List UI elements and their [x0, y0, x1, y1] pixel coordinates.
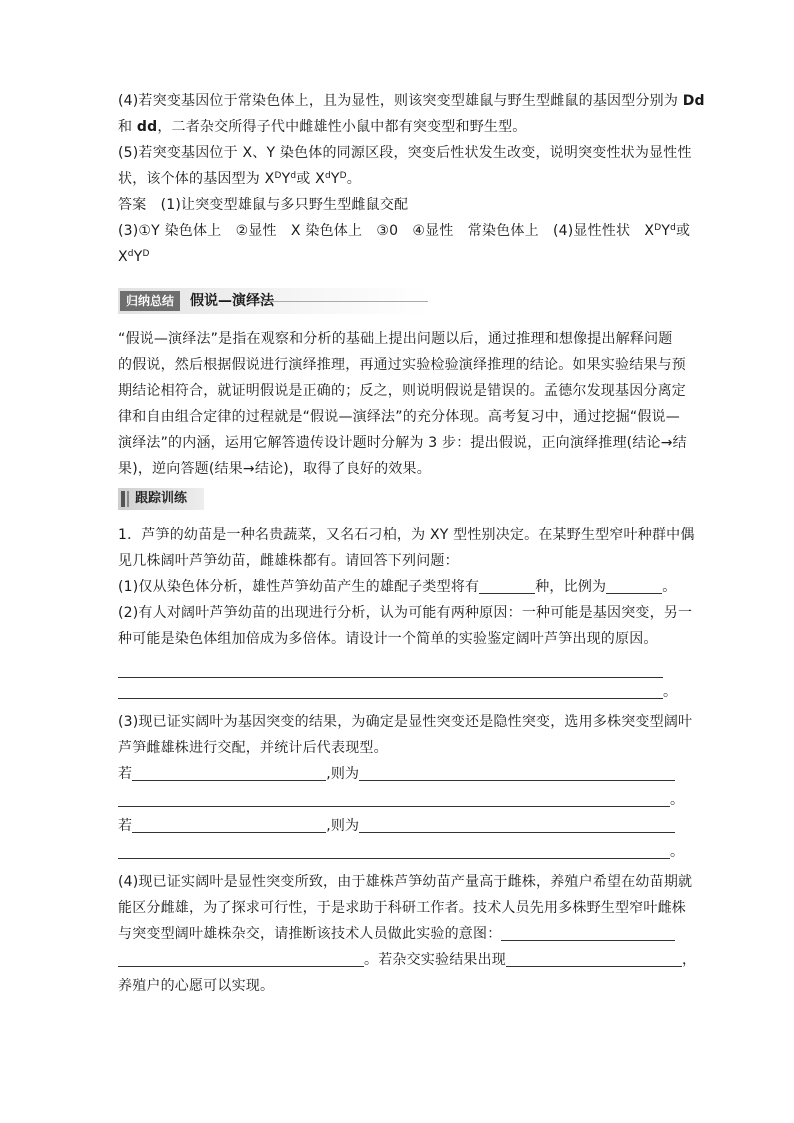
- text: ，二者杂交所得子代中雌雄性小鼠中都有突变型和野生型。: [157, 119, 527, 135]
- superscript: D: [339, 171, 347, 181]
- answer-blank-ratio[interactable]: [606, 577, 662, 594]
- answer-line-with-period: [118, 679, 678, 705]
- subquestion-4-line-5: 养殖户的心愿可以实现。: [118, 978, 275, 994]
- summary-line-5: 演绎法”的内涵，运用它解答遗传设计题时分解为 3 步：提出假说，正向演绎推理(结论→结: [118, 435, 687, 451]
- subquestion-4-line-3: [118, 921, 678, 947]
- text: ，: [682, 952, 697, 968]
- training-title: 跟踪训练: [135, 491, 188, 506]
- result-blank[interactable]: [506, 950, 682, 967]
- genotype-dd-lower: dd: [136, 119, 158, 135]
- summary-line-2: 的假说，然后根据假说进行演绎推理，再通过实验检验演绎推理的结论。如果实验结果与预: [118, 357, 686, 373]
- superscript: d: [290, 171, 297, 181]
- document-page: [118, 88, 705, 999]
- text: Y: [281, 171, 291, 187]
- subquestion-3-line-1: (3)现已证实阔叶为基因突变的结果，为确定是显性突变还是隐性突变，选用多株突变型阔叶: [118, 714, 693, 730]
- answer-line-3: [118, 244, 678, 270]
- subquestion-4-line-2: 能区分雌雄，为了探求可行性，于是求助于科研工作者。技术人员先用多株野生型窄叶雌株: [118, 900, 686, 916]
- text: 。: [346, 171, 361, 187]
- text: 或: [676, 223, 691, 239]
- answer-line[interactable]: [118, 842, 670, 859]
- summary-line-6: 果)，逆向答题(结果→结论)，取得了良好的效果。: [118, 461, 431, 477]
- summary-line-1: “假说—演绎法”是指在观察和分析的基础上提出问题以后，通过推理和想像提出解释问题: [118, 331, 673, 347]
- text: ,则为: [326, 766, 360, 782]
- subquestion-4-line-1: (4)现已证实阔叶是显性突变所致，由于雄株芦笋幼苗产量高于雌株，养殖户希望在幼苗期就: [118, 874, 693, 890]
- text: 若: [118, 766, 133, 782]
- answer-line-with-period: [118, 839, 685, 865]
- text: 。: [670, 844, 685, 860]
- genotype-dd-upper: Dd: [682, 93, 705, 109]
- superscript: d: [670, 223, 677, 233]
- if-then-row-2: [118, 813, 678, 839]
- answer-blank-count[interactable]: [479, 577, 535, 594]
- paragraph-4-line-2: [118, 114, 678, 140]
- subquestion-3-line-2: 芦笋雌雄株进行交配，并统计后代表现型。: [118, 740, 388, 756]
- answer-line[interactable]: [118, 682, 663, 699]
- superscript: D: [142, 249, 150, 259]
- banner-bar: [127, 491, 129, 507]
- subquestion-2-line-2: 种可能是染色体组加倍成为多倍体。请设计一个简单的实验鉴定阔叶芦笋出现的原因。: [118, 631, 658, 647]
- text: 。: [662, 579, 677, 595]
- answer-line[interactable]: [118, 790, 670, 807]
- condition-blank-1[interactable]: [132, 764, 326, 781]
- text: 若: [118, 818, 133, 834]
- superscript: D: [654, 223, 662, 233]
- text: Y: [133, 249, 143, 265]
- text: (1)仅从染色体分析，雄性芦笋幼苗产生的雄配子类型将有: [118, 579, 480, 595]
- text: Y: [330, 171, 340, 187]
- summary-line-3: 期结论相符合，就证明假说是正确的；反之，则说明假说是错误的。孟德尔发现基因分离定: [118, 383, 686, 399]
- question-1-line-1: 1．芦笋的幼苗是一种名贵蔬菜，又名石刁柏，为 XY 型性别决定。在某野生型窄叶种群中偶: [118, 527, 695, 543]
- paragraph-5-line-1: (5)若突变基因位于 X、Y 染色体的同源区段，突变后性状发生改变，说明突变性状为显性性: [118, 145, 692, 161]
- text: 。若杂交实验结果出现: [364, 952, 506, 968]
- intent-blank-1[interactable]: [501, 924, 675, 941]
- subquestion-2-line-1: (2)有人对阔叶芦笋幼苗的出现进行分析，认为可能有两种原因：一种可能是基因突变，另一: [118, 605, 693, 621]
- training-banner: [118, 488, 204, 510]
- text: 与突变型阔叶雄株杂交，请推断该技术人员做此实验的意图：: [118, 926, 502, 942]
- superscript: d: [127, 249, 134, 259]
- text: 。: [670, 792, 685, 808]
- text: (3)①Y 染色体上 ②显性 X 染色体上 ③0 ④显性 常染色体上 (4)显性性状 X: [118, 223, 655, 239]
- answer-line-with-period: [118, 787, 685, 813]
- text: 状，该个体的基因型为 X: [118, 171, 275, 187]
- text: 和: [118, 119, 137, 135]
- text: 种，比例为: [535, 579, 607, 595]
- result-blank-1[interactable]: [359, 764, 675, 781]
- banner-rule: [258, 301, 428, 302]
- text: Y: [661, 223, 671, 239]
- paragraph-5-line-2: [118, 166, 678, 192]
- text: 。: [663, 684, 678, 700]
- if-then-row-1: [118, 761, 678, 787]
- answer-line[interactable]: [118, 652, 663, 678]
- text: X: [118, 249, 128, 265]
- superscript: D: [274, 171, 282, 181]
- subquestion-1: [118, 574, 678, 600]
- intent-blank-2[interactable]: [118, 950, 364, 967]
- summary-tag: 归纳总结: [120, 291, 180, 311]
- text: ,则为: [326, 818, 360, 834]
- answer-line-2: [118, 218, 691, 244]
- summary-title: 假说—演绎法: [190, 293, 274, 309]
- summary-banner: [118, 288, 428, 314]
- result-blank-2[interactable]: [359, 816, 675, 833]
- summary-line-4: 律和自由组合定律的过程就是“假说—演绎法”的充分体现。高考复习中，通过挖掘“假说—: [118, 409, 680, 425]
- subquestion-4-line-4: [118, 947, 697, 973]
- answer-line-1: 答案 (1)让突变型雄鼠与多只野生型雌鼠交配: [118, 197, 409, 213]
- text: (4)若突变基因位于常染色体上，且为显性，则该突变型雄鼠与野生型雌鼠的基因型分别为: [118, 93, 683, 109]
- superscript: d: [324, 171, 331, 181]
- condition-blank-2[interactable]: [132, 816, 326, 833]
- banner-bar: [121, 491, 125, 507]
- text: 或 X: [296, 171, 325, 187]
- paragraph-4-line-1: [118, 88, 705, 114]
- question-1-line-2: 见几株阔叶芦笋幼苗，雌雄株都有。请回答下列问题：: [118, 553, 459, 569]
